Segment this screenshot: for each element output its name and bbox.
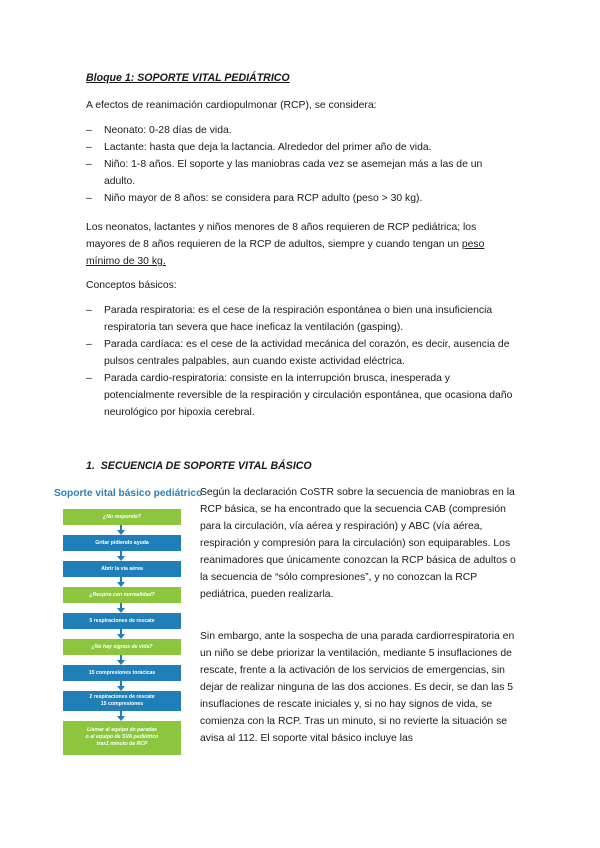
section-heading [86, 460, 312, 472]
list-item-text: Lactante: hasta que deja la lactancia. Alrededor del primer año de vida. [104, 142, 432, 153]
flowchart-step: ¿Respira con normalidad? [63, 587, 181, 603]
list-item-text: Parada respiratoria: es el cese de la respiración espontánea o bien una insuficiencia respiratoria tan severa que hace ineficaz la ventilación (gasping). [104, 305, 493, 333]
dash-bullet: – [86, 159, 92, 170]
list-item-text: Parada cardio-respiratoria: consiste en la interrupción brusca, inesperada y potencialmente reversible de la respiración y circulación espontánea, que ocasiona daño neurológico por hipoxia cerebral. [104, 373, 513, 418]
list-item-text: Neonato: 0-28 días de vida. [104, 125, 232, 136]
dash-bullet: – [86, 125, 92, 136]
dash-bullet: – [86, 373, 92, 384]
concepts-title: Conceptos básicos: [86, 280, 177, 291]
flowchart-steps [54, 509, 190, 755]
section-title: SECUENCIA DE SOPORTE VITAL BÁSICO [100, 460, 312, 472]
section-paragraph-2: Sin embargo, ante la sospecha de una parada cardiorrespiratoria en un niño se debe priorizar la ventilación, mediante 5 insuflaciones de rescate, frente a la activación de los servicios de emergencias, sin dejar de realizar ninguna de las dos acciones. Es decir, se dan las 5 insuflaciones de rescate iniciales y, si no hay signos de vida, se comienza con la RCP. Tras un minuto, si no revierte la situación se avisa al 112. El soporte vital básico incluye las [200, 631, 515, 744]
list-item [86, 336, 516, 370]
list-item [86, 139, 516, 156]
list-item [86, 302, 516, 336]
section-paragraph-1: Según la declaración CoSTR sobre la secuencia de maniobras en la RCP básica, se ha encontrado que la secuencia CAB (compresión para la circulación, vía aérea y respiración) y ABC (vía aérea, respiración y compresión para la circulación) son equiparables. Los reanimadores que únicamente conozcan la RCP básica de adultos o la secuencia de “sólo compresiones”, y no conozcan la RCP pediátrica, pueden realizarla. [200, 487, 516, 600]
section-number: 1. [86, 460, 95, 472]
list-item-text: Niño mayor de 8 años: se considera para RCP adulto (peso > 30 kg). [104, 193, 423, 204]
list-item [86, 122, 516, 139]
flowchart-step: Abrir la vía aérea [63, 561, 181, 577]
dash-bullet: – [86, 193, 92, 204]
min-weight-text: peso mínimo de 30 kg. [86, 239, 485, 267]
list-item-text: Parada cardíaca: es el cese de la actividad mecánica del corazón, es decir, ausencia de pulsos centrales palpables, aun cuando existe actividad eléctrica. [104, 339, 510, 367]
flowchart-step: 15 compresiones torácicas [63, 665, 181, 681]
flowchart-title: Soporte vital básico pediátrico [54, 488, 203, 499]
list-item [86, 190, 516, 207]
flowchart-step: ¿No responde? [63, 509, 181, 525]
list-item-text: Niño: 1-8 años. El soporte y las maniobras cada vez se asemejan más a las de un adulto. [104, 159, 483, 187]
flowchart-step: 5 respiraciones de rescate [63, 613, 181, 629]
dash-bullet: – [86, 142, 92, 153]
dash-bullet: – [86, 339, 92, 350]
flowchart-figure [54, 488, 203, 755]
list-item [86, 370, 516, 421]
dash-bullet: – [86, 305, 92, 316]
flowchart-step: Llamar al equipo de paradas o al equipo de SVA pediátrico tras1 minuto de RCP [63, 721, 181, 755]
list-item [86, 156, 516, 190]
flowchart-step: ¿No hay signos de vida? [63, 639, 181, 655]
age-paragraph [86, 219, 516, 270]
age-list [86, 122, 516, 207]
flowchart-step: 2 respiraciones de rescate 15 compresiones [63, 691, 181, 711]
intro-paragraph: A efectos de reanimación cardiopulmonar (RCP), se considera: [86, 100, 377, 111]
flowchart-step: Gritar pidiendo ayuda [63, 535, 181, 551]
concepts-list [86, 302, 516, 421]
block-title: Bloque 1: SOPORTE VITAL PEDIÁTRICO [86, 72, 290, 84]
age-paragraph-text: Los neonatos, lactantes y niños menores de 8 años requieren de RCP pediátrica; los mayores de 8 años requieren de la RCP de adultos, siempre y cuando tengan un [86, 222, 477, 250]
